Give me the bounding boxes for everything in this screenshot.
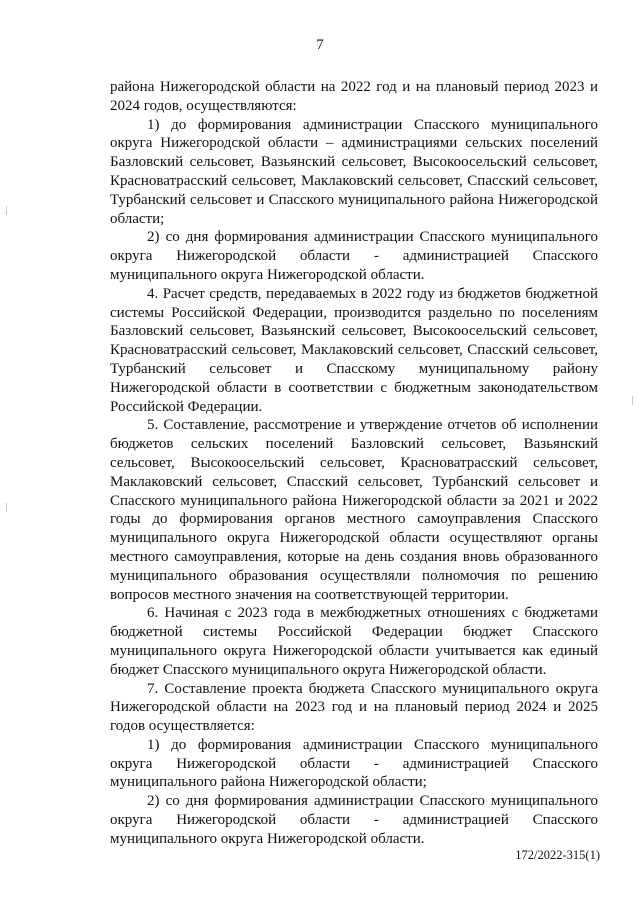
paragraph-continuation: района Нижегородской области на 2022 год и на плановый период 2023 и 2024 годов, осуществляются: bbox=[110, 79, 598, 114]
scan-margin-mark bbox=[6, 206, 7, 215]
document-body bbox=[110, 78, 598, 849]
paragraph-6: 6. Начиная с 2023 года в межбюджетных отношениях с бюджетами бюджетной системы Российской Федерации бюджет Спасского муниципального округа Нижегородской области учитывается как единый бюджет Спасского муниципального округа Нижегородской области. bbox=[110, 605, 598, 678]
scan-margin-mark bbox=[6, 503, 7, 512]
document-registration-code: 172/2022-315(1) bbox=[515, 848, 600, 862]
paragraph-4: 4. Расчет средств, передаваемых в 2022 году из бюджетов бюджетной системы Российской Федерации, производится раздельно по поселениям Базловский сельсовет, Вазьянский сельсовет, Высокоосельский сельсовет, Красноватрасский сельсовет, Маклаковский сельсовет, Спасский сельсовет, Турбанский сельсовет и Спасскому муниципальному району Нижегородской области в соответствии с бюджетным законодательством Российской Федерации. bbox=[110, 285, 598, 415]
paragraph-7-item-1: 1) до формирования администрации Спасского муниципального округа Нижегородской области - администрацией Спасского муниципального района Нижегородской области; bbox=[110, 736, 598, 791]
paragraph-7-item-2: 2) со дня формирования администрации Спасского муниципального округа Нижегородской области - администрацией Спасского муниципального округа Нижегородской области. bbox=[110, 793, 598, 847]
paragraph-3-item-2: 2) со дня формирования администрации Спасского муниципального округа Нижегородской области - администрацией Спасского муниципального округа Нижегородской области. bbox=[110, 229, 598, 283]
paragraph-3-item-1: 1) до формирования администрации Спасского муниципального округа Нижегородской области – администрациями сельских поселений Базловский сельсовет, Вазьянский сельсовет, Высокоосельский сельсовет, Красноватрасский сельсовет, Маклаковский сельсовет, Спасский сельсовет, Турбанский сельсовет и Спасского муниципального района Нижегородской области; bbox=[110, 116, 598, 227]
page-number: 7 bbox=[316, 37, 324, 53]
paragraph-5: 5. Составление, рассмотрение и утверждение отчетов об исполнении бюджетов сельских поселений Базловский сельсовет, Вазьянский сельсовет, Высокоосельский сельсовет, Красноватрасский сельсовет, Маклаковский сельсовет, Спасский сельсовет, Турбанский сельсовет и Спасского муниципального района Нижегородской области за 2021 и 2022 годы до формирования органов местного самоуправления Спасского муниципального округа Нижегородской области осуществляют органы местного самоуправления, которые на день создания вновь образованного муниципального образования осуществляли полномочия по решению вопросов местного значения на соответствующей территории. bbox=[110, 417, 598, 603]
paragraph-7: 7. Составление проекта бюджета Спасского муниципального округа Нижегородской области на 2023 год и на плановый период 2024 и 2025 годов осуществляется: bbox=[110, 680, 598, 735]
scan-margin-mark bbox=[632, 396, 633, 405]
